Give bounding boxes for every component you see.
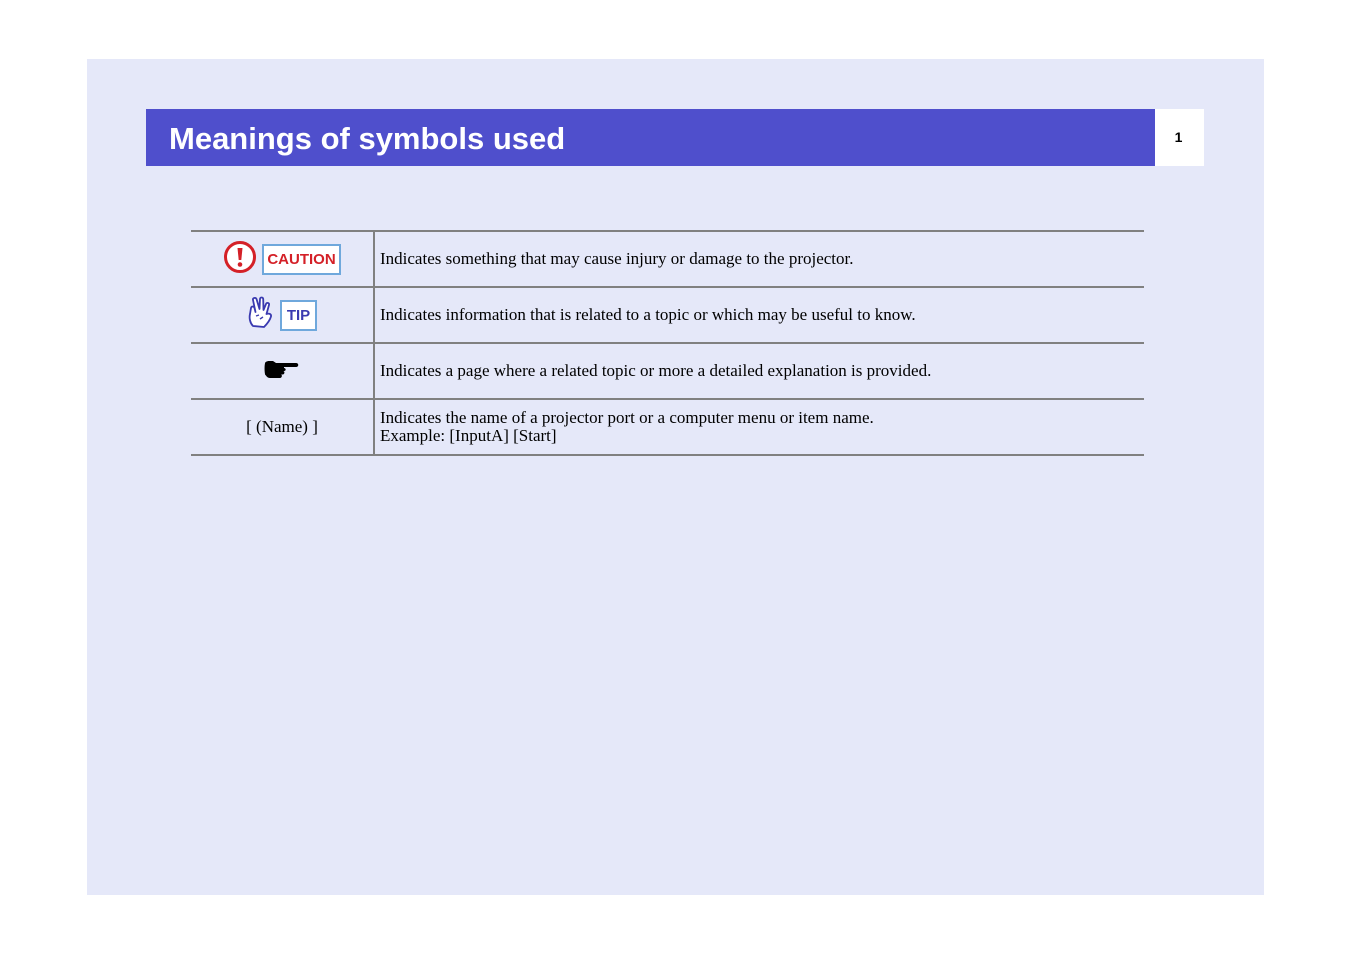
tip-label: TIP	[280, 300, 317, 331]
symbol-cell	[191, 231, 374, 287]
symbols-table	[191, 230, 1144, 456]
caution-icon	[223, 240, 257, 279]
page-number: 1	[1174, 129, 1183, 145]
header-bar	[146, 109, 1155, 166]
description-cell: Indicates a page where a related topic or more a detailed explanation is provided.	[374, 343, 1144, 399]
table-row	[191, 343, 1144, 399]
table-row	[191, 231, 1144, 287]
description-cell: Indicates information that is related to a topic or which may be useful to know.	[374, 287, 1144, 343]
description-cell: Indicates something that may cause injury or damage to the projector.	[374, 231, 1144, 287]
description-text: Indicates the name of a projector port or a computer menu or item name.	[380, 408, 874, 427]
caution-label: CAUTION	[262, 244, 340, 275]
symbol-cell	[191, 399, 374, 455]
tip-hand-icon	[247, 296, 275, 335]
page-number-box	[1155, 109, 1204, 166]
name-symbol: [ (Name) ]	[246, 417, 318, 436]
page	[87, 59, 1264, 895]
description-cell	[374, 399, 1144, 455]
table-row	[191, 399, 1144, 455]
table-row	[191, 287, 1144, 343]
symbol-cell	[191, 287, 374, 343]
page-title: Meanings of symbols used	[169, 121, 566, 156]
pointing-hand-icon	[262, 358, 302, 385]
example-text: Example: [InputA] [Start]	[380, 426, 557, 445]
symbol-cell	[191, 343, 374, 399]
